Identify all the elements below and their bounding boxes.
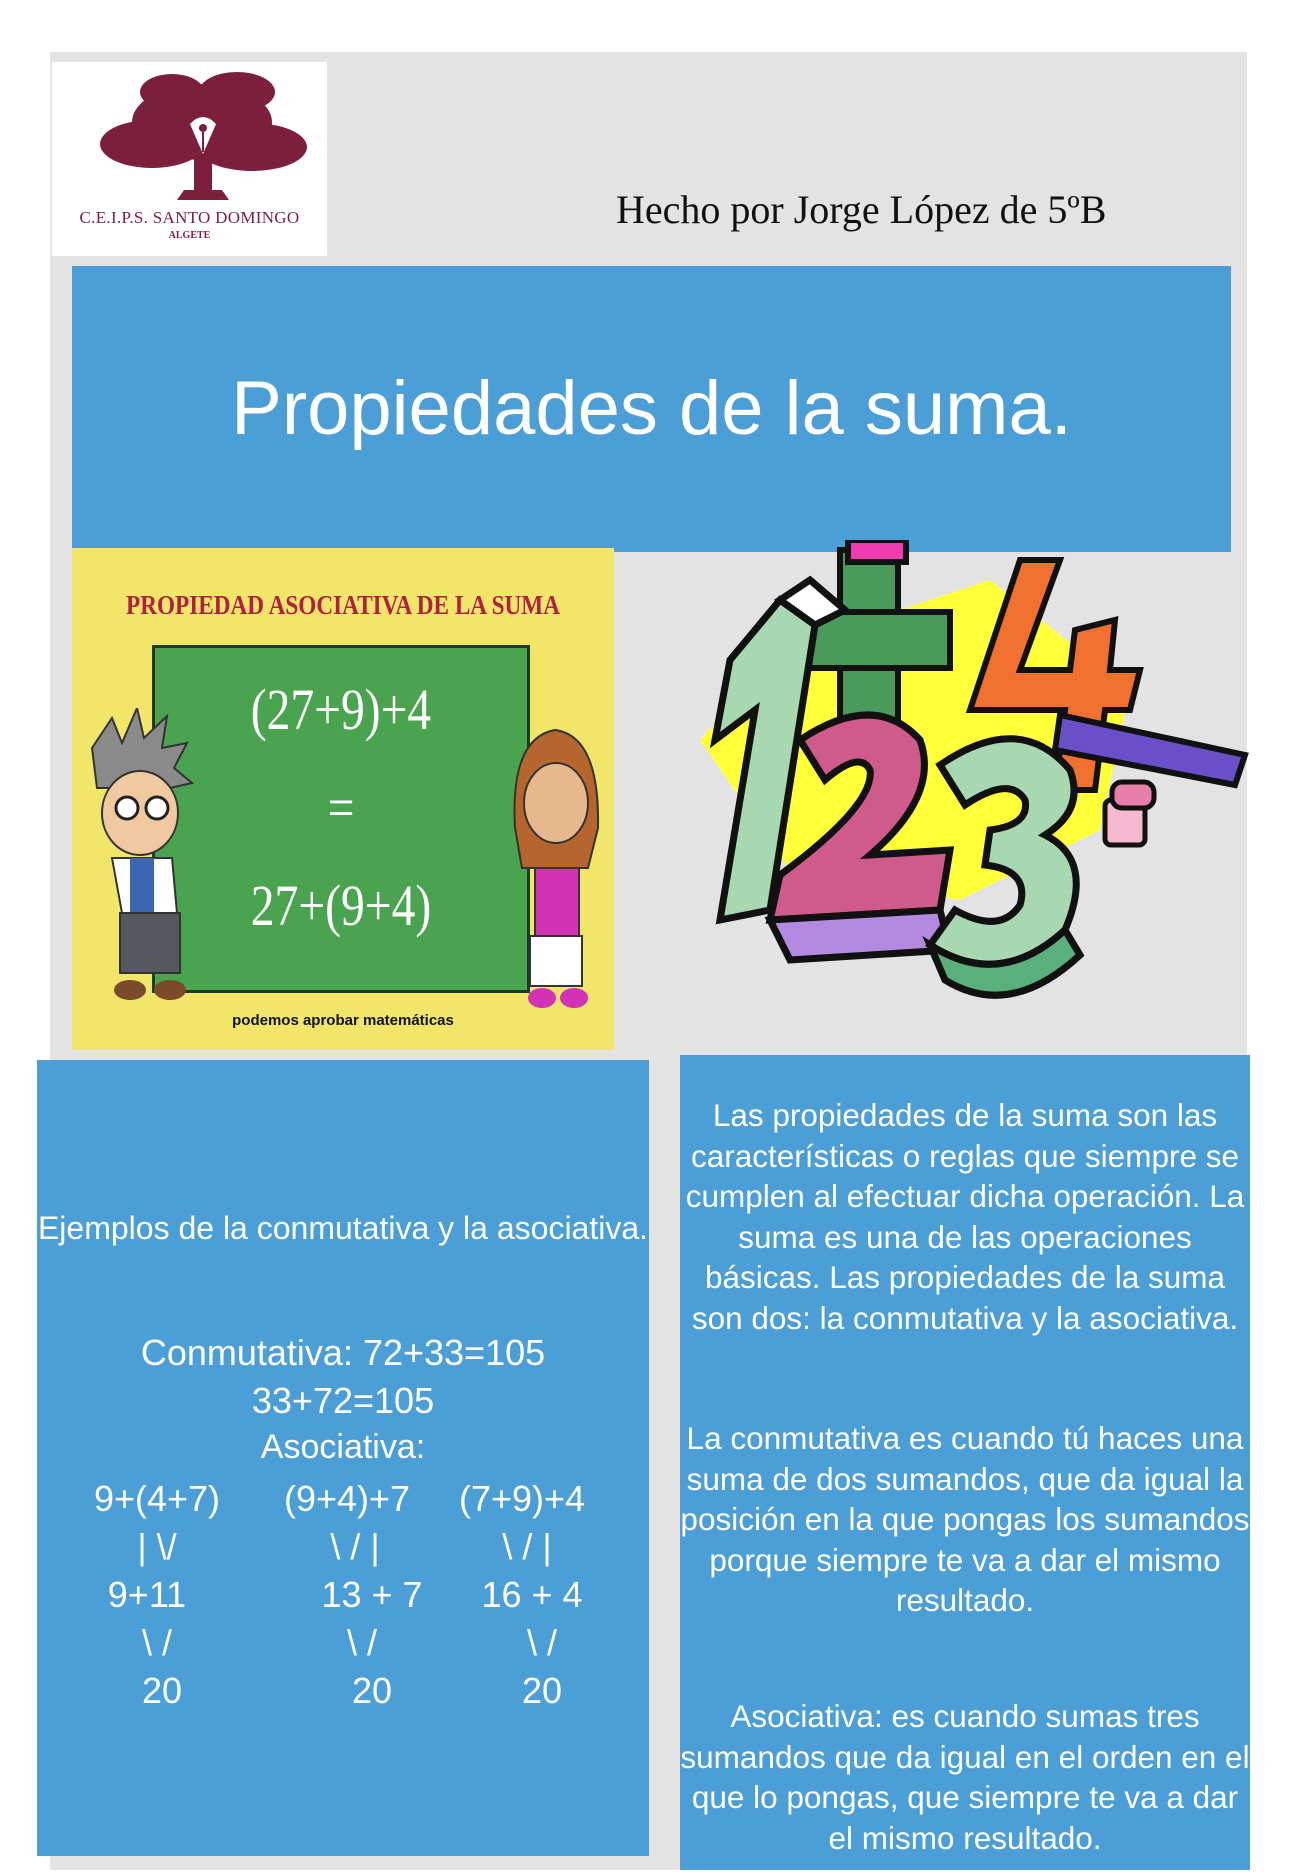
title-banner (72, 266, 1231, 552)
assoc-example-3-result: 20 (521, 1670, 563, 1711)
assoc-example-2-expr: (9+4)+7 (283, 1478, 411, 1519)
tree-pen-logo-icon (52, 62, 327, 212)
assoc-example-2-bars: \ / | (330, 1526, 380, 1567)
assoc-example-3-expr: (7+9)+4 (458, 1478, 586, 1519)
assoc-example-3-bars: \ / | (502, 1526, 552, 1567)
assoc-example-1-result: 20 (141, 1670, 183, 1711)
assoc-example-3-bars-2: \ / (526, 1622, 557, 1663)
commutative-example-1: Conmutativa: 72+33=105 (140, 1332, 546, 1373)
chalkboard (152, 645, 530, 993)
school-town: ALGETE (168, 230, 211, 241)
board-equals: = (327, 775, 355, 840)
girl-thinking-icon (500, 718, 612, 1018)
commutative-example-2: 33+72=105 (251, 1380, 435, 1421)
colorful-numbers-clipart-icon (660, 540, 1260, 1070)
associative-label: Asociativa: (260, 1428, 426, 1466)
assoc-example-2-bars-2: \ / (346, 1622, 377, 1663)
examples-panel (37, 1060, 649, 1856)
author-credit: Hecho por Jorge López de 5ºB (616, 187, 1107, 232)
board-expression-top: (27+9)+4 (250, 677, 432, 742)
explanation-paragraph-3: Asociativa: es cuando sumas tres sumandos que da igual en el orden en el que lo pongas, que siempre te va a dar el mismo resultado. (680, 1698, 1250, 1856)
examples-intro: Ejemplos de la conmutativa y la asociativa. (37, 1210, 649, 1246)
assoc-example-1-expr: 9+(4+7) (93, 1478, 221, 1519)
boy-thinking-icon (82, 708, 197, 1008)
explanation-panel (680, 1055, 1250, 1870)
school-logo (52, 62, 327, 256)
board-expression-bottom: 27+(9+4) (250, 873, 432, 938)
assoc-example-2-mid: 13 + 7 (321, 1574, 423, 1615)
assoc-example-1-bars-2: \ / (141, 1622, 172, 1663)
assoc-example-1-mid: 9+11 (107, 1574, 187, 1615)
assoc-example-3-mid: 16 + 4 (481, 1574, 583, 1615)
explanation-paragraph-2: La conmutativa es cuando tú haces una suma de dos sumandos, que da igual la posición en la que pongas los sumandos porque siempre te va a dar el mismo resultado. (680, 1420, 1250, 1618)
assoc-example-2-result: 20 (351, 1670, 393, 1711)
image-caption: podemos aprobar matemáticas (232, 1012, 454, 1029)
page-title: Propiedades de la suma. (231, 366, 1072, 451)
associative-property-image (72, 548, 614, 1050)
explanation-paragraph-1: Las propiedades de la suma son las características o reglas que siempre se cumplen al efectuar dicha operación. La suma es una de las operaciones básicas. Las propiedades de la suma son dos: la conmutativa y la asociativa. (685, 1097, 1245, 1336)
school-name: C.E.I.P.S. SANTO DOMINGO (79, 208, 300, 227)
image-heading: PROPIEDAD ASOCIATIVA DE LA SUMA (126, 590, 560, 620)
assoc-example-1-bars: | \/ (137, 1526, 177, 1567)
